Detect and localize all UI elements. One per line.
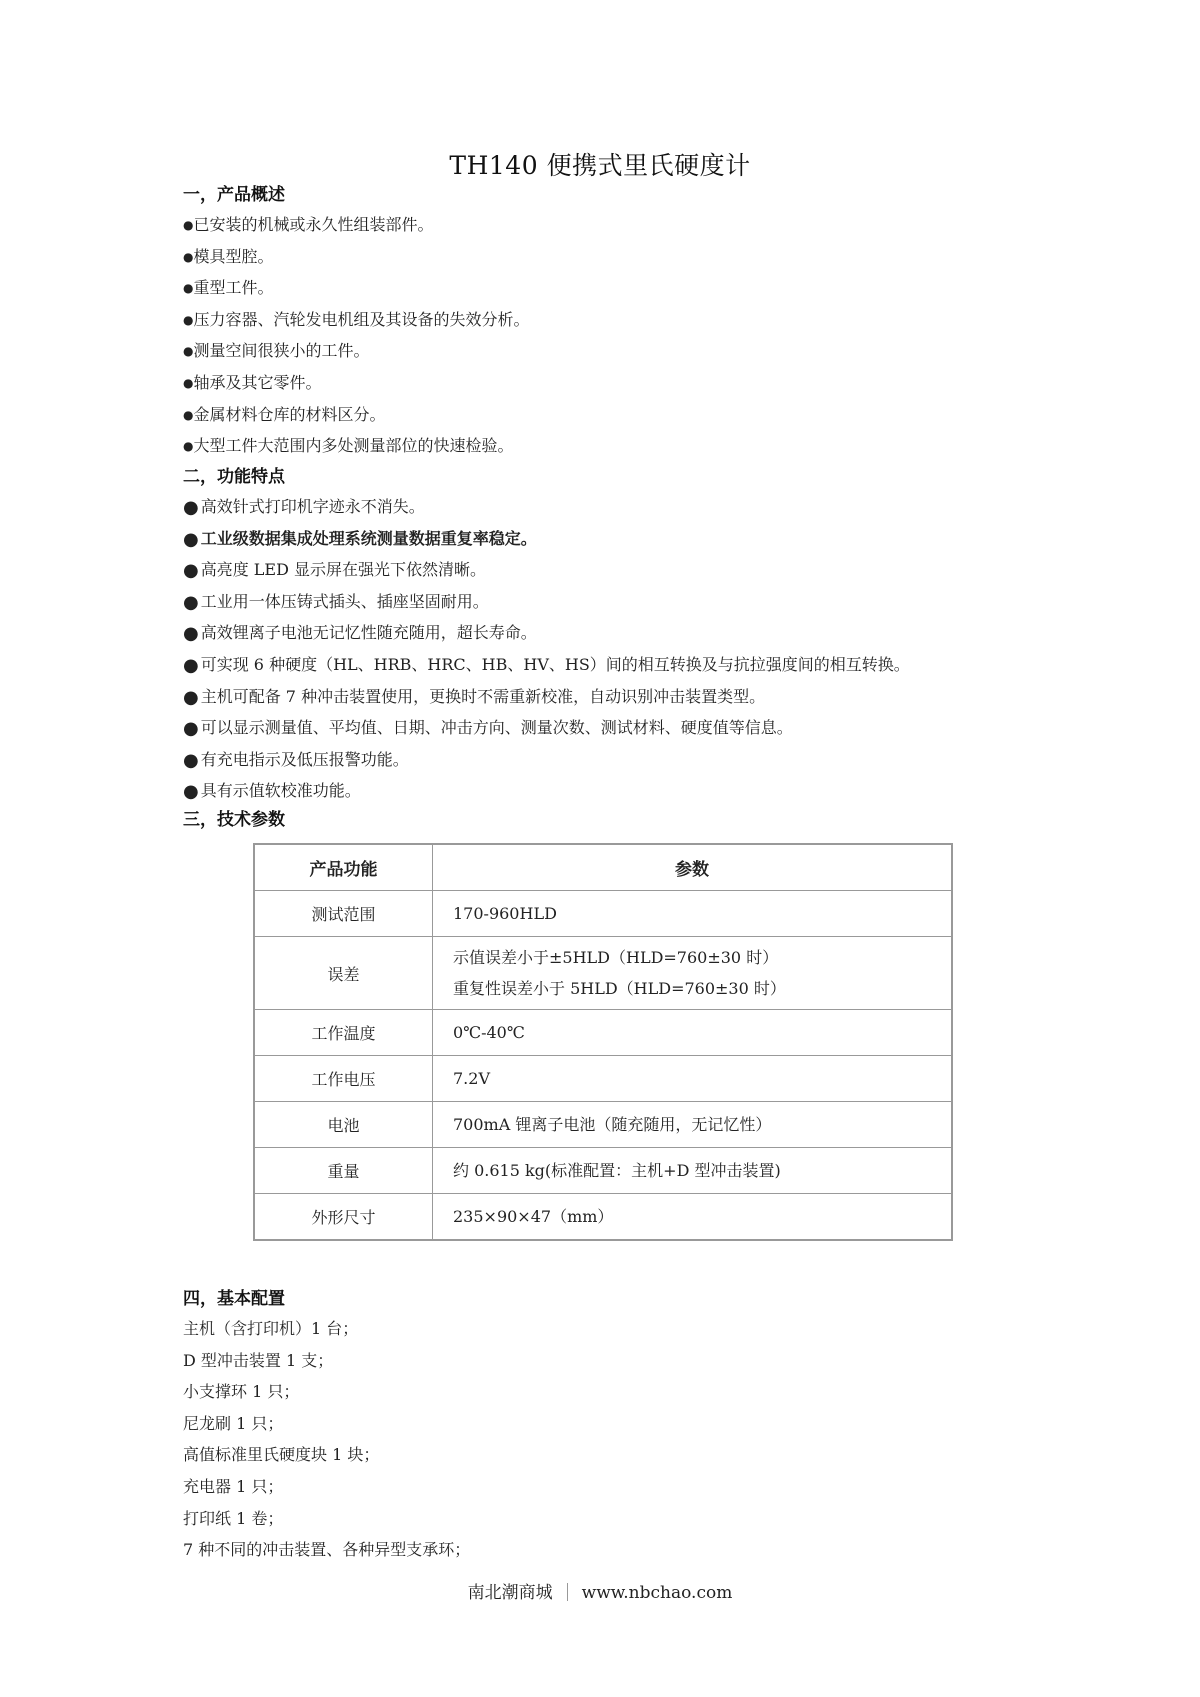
overview-list: [183, 209, 1043, 462]
config-item: D 型冲击装置 1 支；: [183, 1350, 334, 1370]
features-list: [183, 491, 1043, 807]
specs-value-cell: [433, 1148, 953, 1194]
features-item: [183, 523, 1043, 555]
features-item: [183, 491, 1043, 523]
config-item: 打印纸 1 卷；: [183, 1508, 284, 1528]
specs-value-cell: [433, 1056, 953, 1102]
specs-row: [254, 1148, 952, 1194]
overview-item: [183, 367, 1043, 399]
bullet-icon: ●: [183, 439, 194, 454]
specs-value-line: 约 0.615 kg(标准配置：主机+D 型冲击装置): [453, 1161, 781, 1180]
bullet-icon: ●: [183, 749, 199, 771]
features-item-text: 有充电指示及低压报警功能。: [200, 749, 409, 769]
specs-value-line: 235×90×47（mm）: [453, 1207, 614, 1226]
features-item-text: 可实现 6 种硬度（HL、HRB、HRC、HB、HV、HS）间的相互转换及与抗拉强度间的相互转换。: [200, 654, 910, 674]
features-item: [183, 744, 1043, 776]
specs-value-line: 170-960HLD: [453, 904, 557, 923]
overview-item: [183, 335, 1043, 367]
features-item: [183, 681, 1043, 713]
specs-row: [254, 1194, 952, 1241]
features-item-text: 高效锂离子电池无记忆性随充随用，超长寿命。: [200, 623, 537, 643]
specs-value-cell: [433, 1194, 953, 1241]
specs-key-cell: 测试范围: [254, 891, 433, 937]
bullet-icon: ●: [183, 591, 199, 613]
specs-key-cell: 误差: [254, 937, 433, 1010]
overview-heading: 一，产品概述: [183, 185, 285, 205]
bullet-icon: ●: [183, 407, 194, 422]
features-item: [183, 775, 1043, 807]
specs-value-cell: [433, 891, 953, 937]
bullet-icon: ●: [183, 560, 199, 582]
overview-item: [183, 209, 1043, 241]
specs-value-line: 7.2V: [453, 1069, 490, 1088]
bullet-icon: ●: [183, 623, 199, 645]
bullet-icon: ●: [183, 281, 194, 296]
overview-item-text: 大型工件大范围内多处测量部位的快速检验。: [193, 436, 514, 456]
specs-section: [183, 806, 1043, 834]
specs-table: [253, 843, 953, 1241]
specs-row: [254, 1102, 952, 1148]
bullet-icon: ●: [183, 312, 194, 327]
specs-value-line: 重复性误差小于 5HLD（HLD=760±30 时）: [453, 979, 786, 998]
overview-item-text: 已安装的机械或永久性组装部件。: [193, 215, 434, 234]
overview-item: [183, 399, 1043, 431]
bullet-icon: ●: [183, 528, 199, 550]
specs-key-cell: 工作温度: [254, 1010, 433, 1056]
specs-value-cell: [433, 1102, 953, 1148]
bullet-icon: ●: [183, 654, 199, 676]
overview-item: [183, 430, 1043, 462]
specs-value-line: 0℃-40℃: [453, 1023, 525, 1042]
config-item: 充电器 1 只；: [183, 1476, 284, 1496]
features-item-text: 工业用一体压铸式插头、插座坚固耐用。: [200, 591, 489, 611]
features-item-text: 可以显示测量值、平均值、日期、冲击方向、测量次数、测试材料、硬度值等信息。: [200, 718, 793, 738]
features-item-text: 主机可配备 7 种冲击装置使用，更换时不需重新校准，自动识别冲击装置类型。: [200, 686, 766, 706]
overview-item: [183, 272, 1043, 304]
features-item-text: 具有示值软校准功能。: [200, 781, 361, 801]
config-heading: 四，基本配置: [183, 1289, 285, 1309]
specs-row: [254, 1010, 952, 1056]
config-item: 尼龙刷 1 只；: [183, 1413, 284, 1433]
specs-value-cell: [433, 1010, 953, 1056]
specs-header-function: 产品功能: [254, 844, 433, 891]
specs-heading: 三，技术参数: [183, 810, 285, 830]
bullet-icon: ●: [183, 497, 199, 518]
specs-value-line: 示值误差小于±5HLD（HLD=760±30 时）: [453, 948, 779, 967]
config-item: 小支撑环 1 只；: [183, 1382, 300, 1402]
bullet-icon: ●: [183, 375, 194, 390]
config-list: [183, 1313, 1043, 1566]
document-title: TH140 便携式里氏硬度计: [449, 151, 751, 180]
footer-divider: [567, 1583, 568, 1601]
features-item-text: 工业级数据集成处理系统测量数据重复率稳定。: [200, 528, 537, 548]
specs-row: [254, 937, 952, 1010]
footer-url: www.nbchao.com: [581, 1583, 733, 1603]
overview-item: [183, 241, 1043, 273]
bullet-icon: ●: [183, 686, 199, 708]
overview-item-text: 测量空间很狭小的工件。: [193, 341, 370, 361]
specs-key-cell: 外形尺寸: [254, 1194, 433, 1241]
config-section: [183, 1285, 1043, 1566]
features-item: [183, 617, 1043, 649]
bullet-icon: ●: [183, 249, 194, 264]
config-item: 高值标准里氏硬度块 1 块；: [183, 1445, 380, 1465]
features-heading: 二，功能特点: [183, 467, 285, 487]
features-section: [183, 463, 1043, 807]
specs-row: [254, 1056, 952, 1102]
specs-header-param: 参数: [433, 844, 953, 891]
specs-key-cell: 工作电压: [254, 1056, 433, 1102]
config-item: 主机（含打印机）1 台；: [183, 1319, 359, 1338]
features-item-text: 高亮度 LED 显示屏在强光下依然清晰。: [200, 560, 487, 580]
overview-item-text: 模具型腔。: [193, 246, 274, 266]
page-footer: [0, 1578, 1200, 1603]
overview-item-text: 轴承及其它零件。: [193, 372, 322, 392]
overview-section: [183, 181, 1043, 462]
features-item: [183, 712, 1043, 744]
overview-item-text: 压力容器、汽轮发电机组及其设备的失效分析。: [193, 309, 530, 329]
footer-brand: 南北潮商城: [467, 1583, 553, 1603]
features-item: [183, 586, 1043, 618]
config-item: 7 种不同的冲击装置、各种异型支承环；: [183, 1540, 471, 1560]
features-item: [183, 554, 1043, 586]
specs-value-line: 700mA 锂离子电池（随充随用，无记忆性）: [453, 1115, 772, 1134]
specs-row: [254, 891, 952, 937]
features-item-text: 高效针式打印机字迹永不消失。: [200, 497, 425, 516]
features-item: [183, 649, 1043, 681]
overview-item-text: 重型工件。: [193, 278, 274, 298]
bullet-icon: ●: [183, 781, 199, 803]
specs-value-cell: [433, 937, 953, 1010]
bullet-icon: ●: [183, 344, 194, 359]
specs-key-cell: 电池: [254, 1102, 433, 1148]
bullet-icon: ●: [183, 718, 199, 740]
overview-item: [183, 304, 1043, 336]
bullet-icon: ●: [183, 218, 194, 232]
specs-key-cell: 重量: [254, 1148, 433, 1194]
overview-item-text: 金属材料仓库的材料区分。: [193, 404, 386, 424]
